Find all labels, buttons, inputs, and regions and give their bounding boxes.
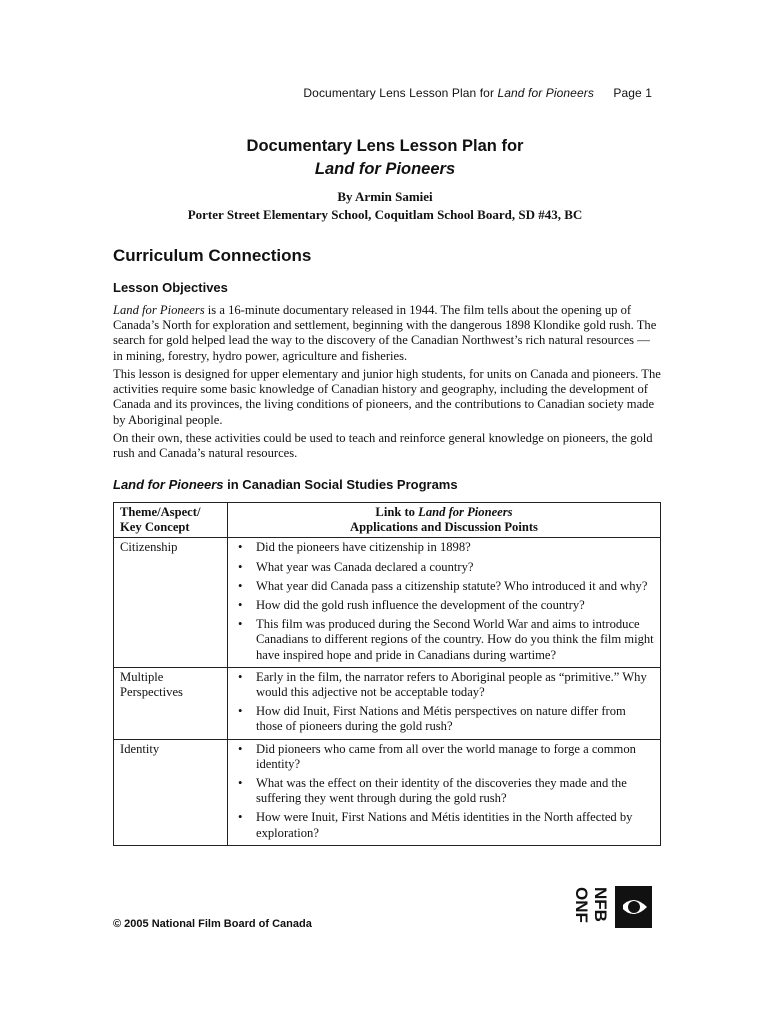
- discussion-point-text: Did pioneers who came from all over the world manage to forge a common identity?: [256, 741, 636, 771]
- bullet-icon: •: [238, 598, 243, 613]
- discussion-points-list: [232, 540, 654, 662]
- discussion-point: [232, 617, 654, 663]
- discussion-point-text: What year was Canada declared a country?: [256, 559, 474, 574]
- theme-cell: Multiple Perspectives: [114, 667, 228, 739]
- bullet-icon: •: [238, 810, 243, 825]
- author-byline: By Armin Samiei: [337, 189, 433, 204]
- discussion-point-text: What year did Canada pass a citizenship statute? Who introduced it and why?: [256, 578, 648, 593]
- logo-text-nfb: NFB: [591, 887, 610, 922]
- bullet-icon: •: [238, 540, 243, 555]
- discussion-point: [232, 670, 654, 700]
- theme-cell: Citizenship: [114, 538, 228, 667]
- table-row: [114, 739, 661, 845]
- discussion-point: [232, 540, 654, 555]
- discussion-point-text: How were Inuit, First Nations and Métis identities in the North affected by exploration?: [256, 810, 633, 840]
- discussion-points-cell: [228, 739, 661, 845]
- paragraph-audience: This lesson is designed for upper elementary and junior high students, for units on Canada and pioneers. The activities require some basic knowledge of Canadian history and geography, including the development of Canada and its provinces, the living conditions of pioneers, and the contributions to Canadian society made by Aboriginal people.: [113, 367, 661, 427]
- table-row: [114, 667, 661, 739]
- bullet-icon: •: [238, 741, 243, 756]
- table-header-row: [114, 503, 661, 538]
- discussion-points-cell: [228, 667, 661, 739]
- discussion-point: [232, 810, 654, 840]
- discussion-point-text: This film was produced during the Second World War and aims to introduce Canadians to different regions of the country. How do you think the film might have inspired hope and pride in Canadians during wartime?: [256, 617, 654, 662]
- discussion-point-text: What was the effect on their identity of the discoveries they made and the suffering they went through during the gold rush?: [256, 776, 627, 806]
- running-header-film: Land for Pioneers: [497, 86, 594, 100]
- paragraph-film-title: Land for Pioneers: [113, 303, 205, 317]
- discussion-point: [232, 776, 654, 806]
- document-title-film: Land for Pioneers: [314, 160, 456, 178]
- column-header-theme: Theme/Aspect/ Key Concept: [114, 503, 228, 538]
- author-school: Porter Street Elementary School, Coquitlam School Board, SD #43, BC: [187, 207, 583, 222]
- discussion-point-text: Did the pioneers have citizenship in 1898?: [256, 540, 471, 555]
- discussion-point-text: Early in the film, the narrator refers to Aboriginal people as “primitive.” Why would this adjective not be acceptable today?: [256, 669, 647, 700]
- bullet-icon: •: [238, 617, 243, 632]
- running-header-title: Documentary Lens Lesson Plan for: [303, 86, 495, 100]
- table-heading: Land for Pioneers in Canadian Social Studies Programs: [113, 477, 458, 492]
- copyright-footer: © 2005 National Film Board of Canada: [113, 918, 312, 930]
- title-block: [0, 136, 770, 224]
- discussion-point-text: How did the gold rush influence the development of the country?: [256, 598, 585, 613]
- table-row: [114, 538, 661, 667]
- bullet-icon: •: [238, 559, 243, 574]
- subheading-lesson-objectives: Lesson Objectives: [113, 280, 228, 295]
- discussion-points-list: [232, 742, 654, 841]
- bullet-icon: •: [238, 669, 243, 684]
- discussion-points-list: [232, 670, 654, 735]
- nfb-onf-logo: [557, 885, 653, 929]
- discussion-points-cell: [228, 538, 661, 667]
- logo-text: [572, 887, 610, 923]
- theme-cell: Identity: [114, 739, 228, 845]
- curriculum-table: [113, 502, 661, 846]
- discussion-point: [232, 579, 654, 594]
- column-header-link: Link to Land for Pioneers Applications and Discussion Points: [228, 503, 661, 538]
- paragraph-intro: Land for Pioneers is a 16-minute documentary released in 1944. The film tells about the opening up of Canada’s North for exploration and settlement, beginning with the dangerous 1898 Klondike gold rush. The search for gold helped lead the way to the discovery of the Canadian Northwest’s rich natural resources — in mining, forestry, hydro power, agriculture and fisheries.: [113, 303, 657, 363]
- logo-eye-icon: [615, 886, 652, 928]
- page-number: Page 1: [613, 86, 652, 100]
- logo-text-onf: ONF: [572, 887, 591, 923]
- discussion-point: [232, 704, 654, 734]
- discussion-point: [232, 598, 654, 613]
- discussion-point: [232, 560, 654, 575]
- discussion-point-text: How did Inuit, First Nations and Métis perspectives on nature differ from those of pioneers during the gold rush?: [256, 704, 626, 734]
- bullet-icon: •: [238, 776, 243, 791]
- bullet-icon: •: [238, 578, 243, 593]
- bullet-icon: •: [238, 704, 243, 719]
- paragraph-usage: On their own, these activities could be used to teach and reinforce general knowledge on pioneers, the gold rush and Canada’s natural resources.: [113, 431, 653, 461]
- document-title: Documentary Lens Lesson Plan for: [246, 137, 524, 155]
- discussion-point: [232, 742, 654, 772]
- running-header: [303, 86, 652, 100]
- section-heading: Curriculum Connections: [113, 246, 312, 265]
